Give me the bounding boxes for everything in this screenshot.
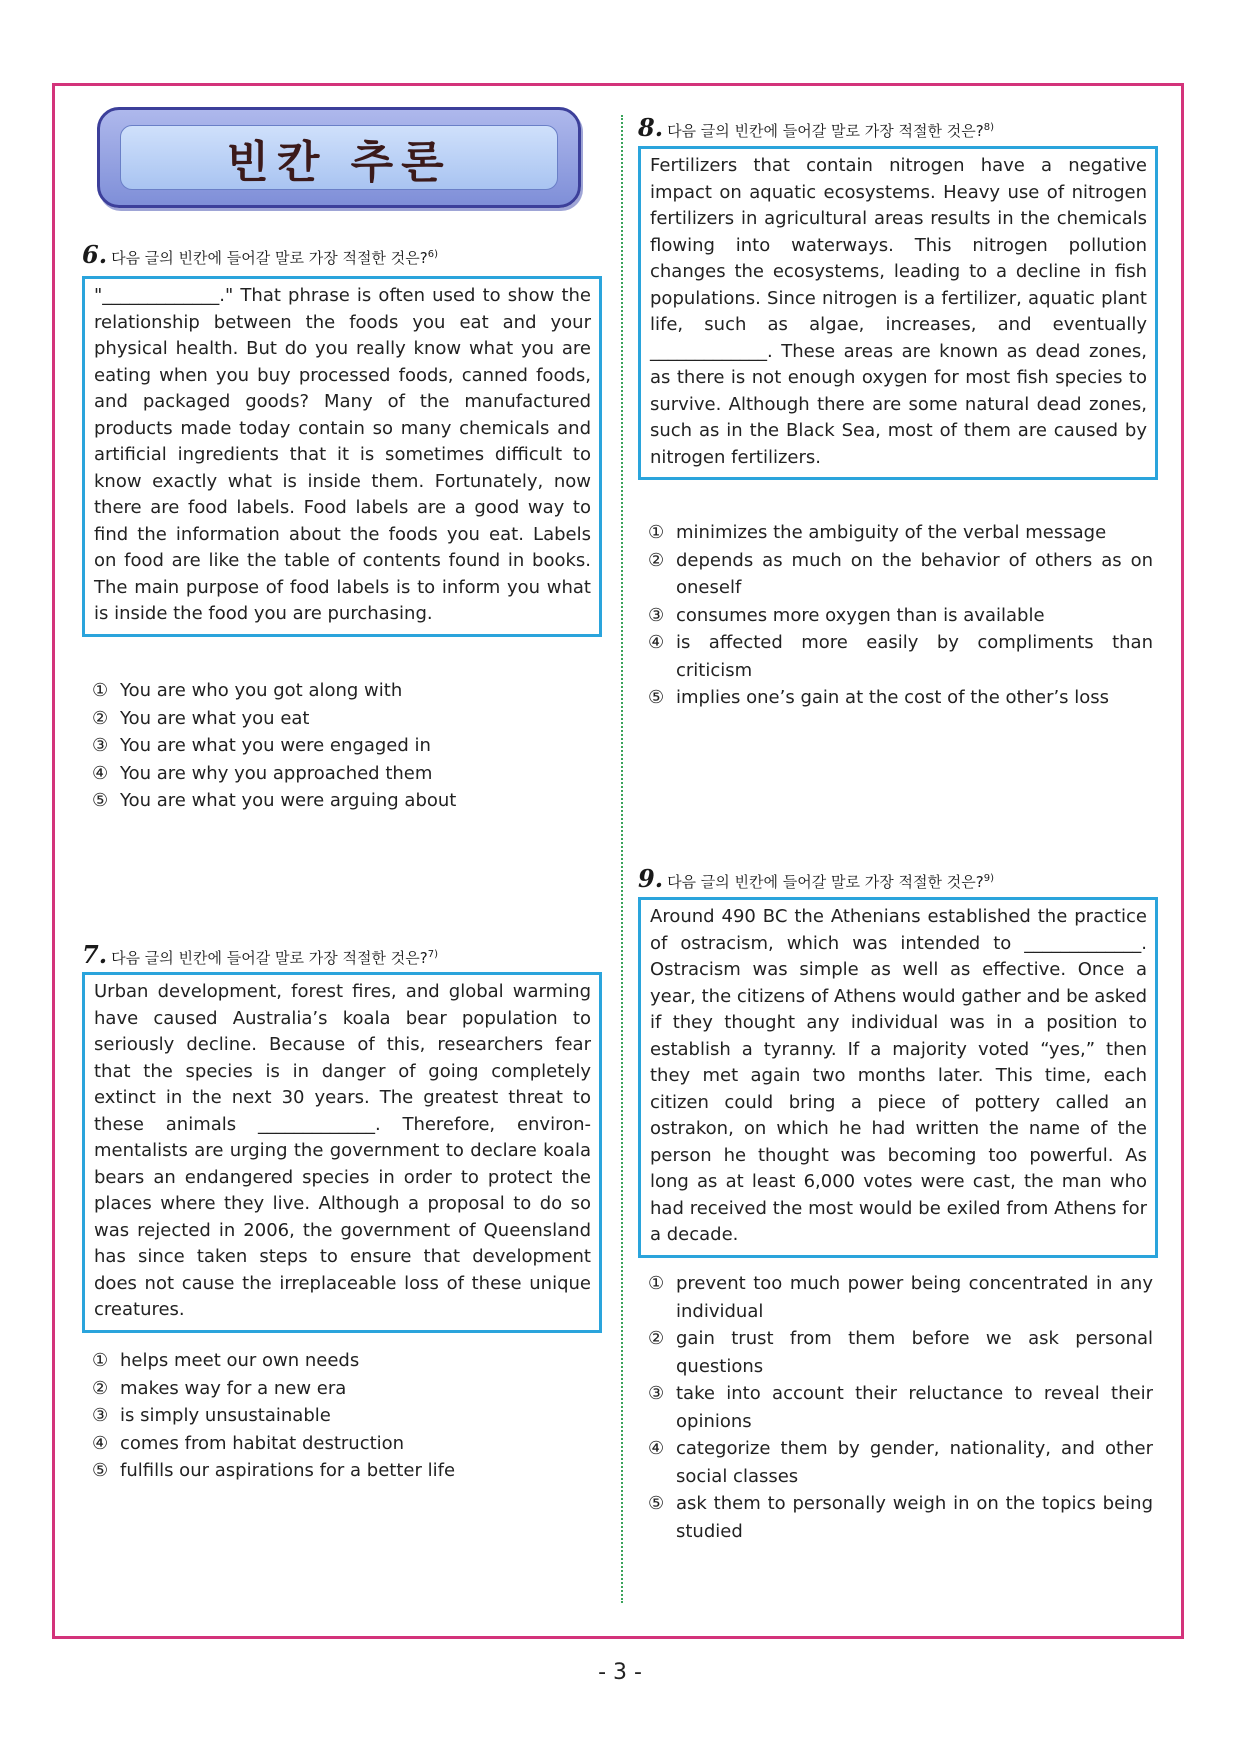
option-4[interactable]: [648, 629, 1153, 684]
option-text: gain trust from them before we ask personal questions: [676, 1328, 1153, 1377]
question-prompt: 다음 글의 빈칸에 들어갈 말로 가장 적절한 것은?: [111, 949, 428, 967]
footnote-marker: 7): [427, 949, 438, 960]
option-5[interactable]: [648, 684, 1153, 712]
passage-box: "_____________." That phrase is often used to show the relationship between the foods you eat and your physical health. But do you really know what you are eating when you buy processed foods, canned foods, and packaged goods? Many of the manufactured products made today contain so many chemicals and artificial ingredients that it is sometimes difficult to know exactly what is inside them. Fortunately, now there are food labels. Food labels are a good way to find the information about the foods you eat. Labels on food are like the table of contents found in books. The main purpose of food labels is to inform you what is inside the food you are purchasing.: [82, 276, 602, 637]
option-marker: ②: [648, 1328, 665, 1349]
option-text: makes way for a new era: [120, 1377, 347, 1399]
question-header: [82, 240, 438, 269]
option-text: is simply unsustainable: [120, 1405, 331, 1426]
section-title-inner: [120, 125, 558, 190]
option-text: ask them to personally weigh in on the topics being studied: [676, 1493, 1153, 1542]
answer-options: [648, 1270, 1153, 1545]
option-marker: ③: [92, 1405, 109, 1426]
answer-options: [92, 1347, 592, 1485]
option-marker: ①: [648, 522, 665, 543]
option-marker: ①: [648, 1273, 665, 1294]
answer-options: [92, 677, 592, 815]
option-1[interactable]: [648, 519, 1153, 547]
option-1[interactable]: [92, 1347, 592, 1375]
option-marker: ②: [648, 549, 665, 571]
question-prompt: 다음 글의 빈칸에 들어갈 말로 가장 적절한 것은?: [667, 873, 984, 891]
question-prompt: 다음 글의 빈칸에 들어갈 말로 가장 적절한 것은?: [111, 249, 428, 267]
question-header: [638, 113, 994, 142]
option-marker: ④: [92, 762, 109, 784]
option-2[interactable]: [92, 1375, 592, 1403]
option-text: comes from habitat destruction: [120, 1432, 405, 1454]
option-marker: ④: [648, 1438, 665, 1459]
option-marker: ②: [92, 1377, 109, 1399]
option-5[interactable]: [648, 1490, 1153, 1545]
option-marker: ③: [648, 1383, 665, 1404]
question-number: 7.: [82, 940, 108, 969]
option-5[interactable]: [92, 1457, 592, 1485]
option-marker: ⑤: [648, 687, 665, 708]
section-title-banner: [97, 107, 581, 208]
option-text: minimizes the ambiguity of the verbal message: [676, 522, 1107, 543]
option-text: prevent too much power being concentrated in any individual: [676, 1273, 1153, 1322]
option-text: You are what you eat: [120, 707, 310, 729]
question-number: 6.: [82, 240, 108, 269]
passage-box: Urban development, forest fires, and global warming have caused Australia’s koala bear population to seriously decline. Because of this, researchers fear that the species is in danger of going completely extinct in the next 30 years. The greatest threat to these animals _____________. Therefore, environ-mentalists are urging the government to declare koala bears an endangered species in order to protect the places where they live. Although a proposal to do so was rejected in 2006, the government of Queensland has since taken steps to ensure that development does not cause the irreplaceable loss of these unique creatures.: [82, 972, 602, 1333]
option-text: is affected more easily by compliments than criticism: [676, 632, 1153, 681]
option-text: You are why you approached them: [120, 762, 433, 784]
option-marker: ④: [92, 1432, 109, 1454]
option-3[interactable]: [92, 732, 592, 760]
footnote-marker: 6): [427, 249, 438, 260]
option-marker: ①: [92, 1350, 109, 1371]
option-text: You are what you were engaged in: [120, 735, 431, 756]
option-marker: ③: [648, 604, 665, 626]
option-3[interactable]: [648, 602, 1153, 630]
question-header: [638, 864, 994, 893]
option-text: implies one’s gain at the cost of the other’s loss: [676, 687, 1110, 708]
option-text: consumes more oxygen than is available: [676, 604, 1045, 626]
option-1[interactable]: [648, 1270, 1153, 1325]
page-number: - 3 -: [598, 1660, 642, 1685]
passage-box: Around 490 BC the Athenians established the practice of ostracism, which was intended to _____________. Ostracism was simple as well as effective. Once a year, the citizens of Athens would gather and be asked if they thought any individual was in a position to establish a tyranny. If a majority voted “yes,” then they met again two months later. This time, each citizen could bring a piece of pottery called an ostrakon, on which he had written the name of the person he thought was becoming too powerful. As long as at least 6,000 votes were cast, the man who had received the most would be exiled from Athens for a decade.: [638, 897, 1158, 1258]
question-header: [82, 940, 438, 969]
footnote-marker: 8): [983, 122, 994, 133]
option-text: You are who you got along with: [120, 680, 403, 701]
option-3[interactable]: [92, 1402, 592, 1430]
option-text: take into account their reluctance to reveal their opinions: [676, 1383, 1153, 1432]
option-marker: ③: [92, 735, 109, 756]
option-marker: ⑤: [92, 790, 109, 811]
option-marker: ①: [92, 680, 109, 701]
option-text: You are what you were arguing about: [120, 790, 457, 811]
column-divider: [621, 115, 623, 1603]
option-2[interactable]: [648, 1325, 1153, 1380]
option-2[interactable]: [92, 705, 592, 733]
section-title: 빈칸 추론: [226, 136, 452, 188]
option-marker: ④: [648, 632, 665, 653]
option-4[interactable]: [92, 1430, 592, 1458]
option-3[interactable]: [648, 1380, 1153, 1435]
option-text: depends as much on the behavior of others as on oneself: [676, 549, 1153, 598]
option-4[interactable]: [648, 1435, 1153, 1490]
option-marker: ⑤: [648, 1493, 665, 1514]
passage-box: Fertilizers that contain nitrogen have a negative impact on aquatic ecosystems. Heavy use of nitrogen fertilizers in agricultural areas results in the chemicals flowing into waterways. This nitrogen pollution changes the ecosystems, leading to a decline in fish populations. Since nitrogen is a fertilizer, aquatic plant life, such as algae, increases, and eventually _____________. These areas are known as dead zones, as there is not enough oxygen for most fish species to survive. Although there are some natural dead zones, such as in the Black Sea, most of them are caused by nitrogen fertilizers.: [638, 146, 1158, 480]
answer-options: [648, 519, 1153, 712]
option-2[interactable]: [648, 547, 1153, 602]
option-1[interactable]: [92, 677, 592, 705]
option-marker: ⑤: [92, 1460, 109, 1481]
option-4[interactable]: [92, 760, 592, 788]
option-text: fulfills our aspirations for a better life: [120, 1460, 456, 1481]
footnote-marker: 9): [983, 873, 994, 884]
option-text: categorize them by gender, nationality, and other social classes: [676, 1438, 1153, 1487]
question-number: 9.: [638, 864, 664, 893]
question-number: 8.: [638, 113, 664, 142]
option-text: helps meet our own needs: [120, 1350, 360, 1371]
option-marker: ②: [92, 707, 109, 729]
question-prompt: 다음 글의 빈칸에 들어갈 말로 가장 적절한 것은?: [667, 122, 984, 140]
option-5[interactable]: [92, 787, 592, 815]
